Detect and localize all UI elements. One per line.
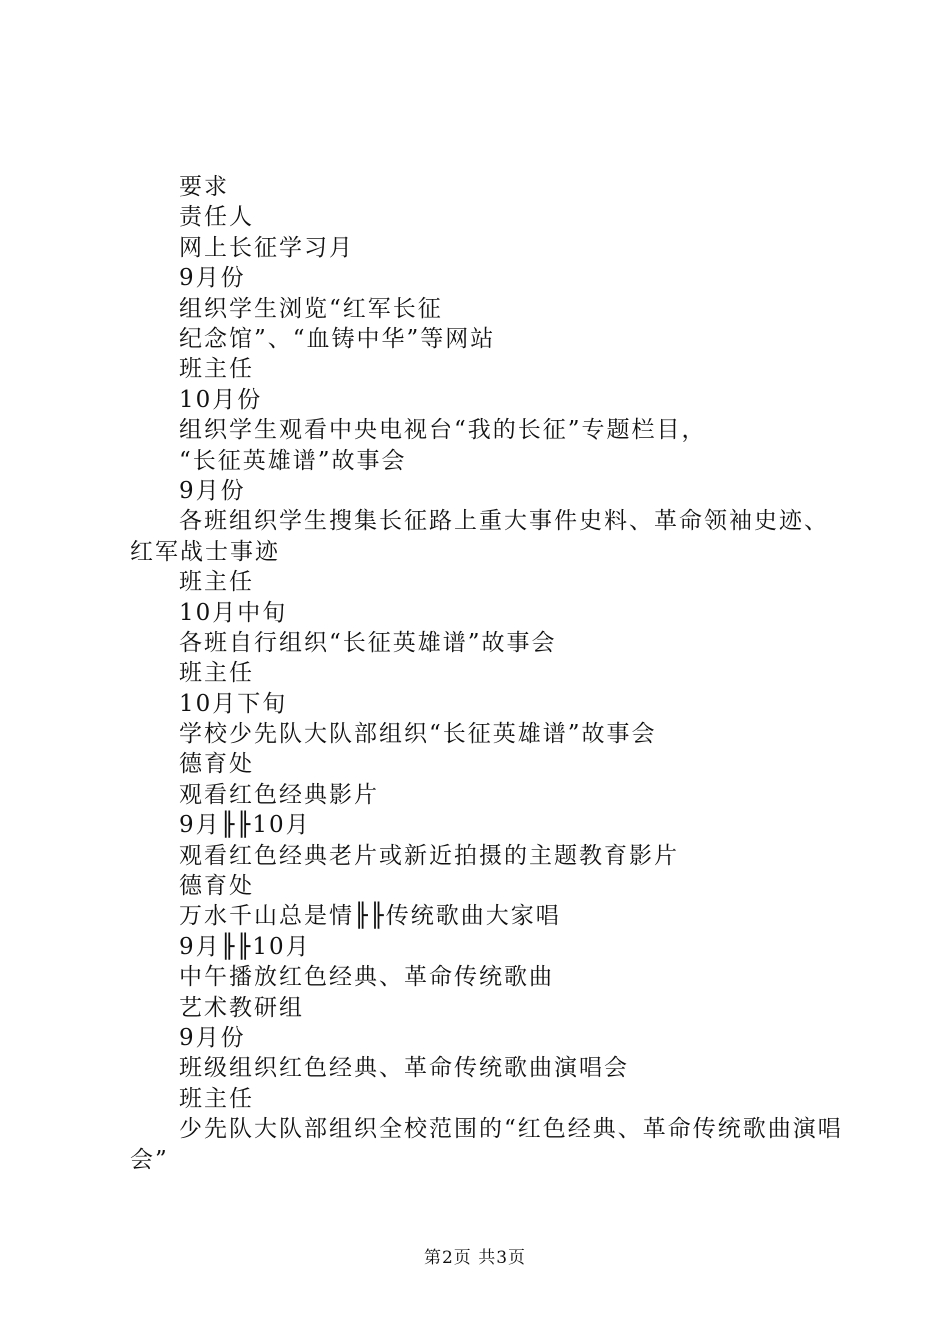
text-line: 各班自行组织“长征英雄谱”故事会: [179, 629, 557, 656]
text-line: 组织学生观看中央电视台“我的长征”专题栏目，: [179, 417, 707, 444]
text-line: 班主任: [179, 1085, 254, 1112]
text-line: 要求: [179, 174, 229, 200]
text-line: 10月中旬: [179, 599, 288, 626]
text-line: 德育处: [179, 751, 254, 778]
text-line: 班级组织红色经典、革命传统歌曲演唱会: [179, 1055, 629, 1082]
text-line: 组织学生浏览“红军长征: [179, 295, 443, 322]
page-number-label: 第2页 共3页: [423, 1248, 527, 1268]
text-line: 9月╟╟10月: [179, 812, 311, 839]
text-line: 10月下旬: [179, 690, 288, 717]
text-line: 德育处: [179, 873, 254, 900]
text-line: 9月╟╟10月: [179, 933, 311, 960]
text-line: 班主任: [179, 569, 254, 596]
text-line: 网上长征学习月: [179, 234, 354, 261]
text-paragraph: 各班组织学生搜集长征路上重大事件史料、革命领袖史迹、红军战士事迹: [130, 508, 829, 565]
page-footer: [0, 1243, 950, 1268]
text-line: 万水千山总是情╟╟传统歌曲大家唱: [179, 903, 561, 930]
text-line: 艺术教研组: [179, 994, 304, 1021]
text-line: 观看红色经典影片: [179, 781, 379, 808]
text-line: 9月份: [179, 1024, 246, 1051]
text-line: 班主任: [179, 356, 254, 383]
text-line: 纪念馆”、“血铸中华”等网站: [179, 325, 496, 352]
text-line: 观看红色经典老片或新近拍摄的主题教育影片: [179, 842, 679, 869]
text-line: 10月份: [179, 386, 263, 413]
document-body: [130, 172, 860, 1175]
text-line: 中午播放红色经典、革命传统歌曲: [179, 964, 554, 991]
text-line: 班主任: [179, 660, 254, 687]
text-line: 9月份: [179, 265, 246, 292]
text-line: “长征英雄谱”故事会: [179, 447, 407, 474]
text-line: 责任人: [179, 204, 254, 231]
text-line: 学校少先队大队部组织“长征英雄谱”故事会: [179, 721, 657, 748]
text-paragraph: 少先队大队部组织全校范围的“红色经典、革命传统歌曲演唱会”: [130, 1116, 843, 1173]
text-line: 9月份: [179, 477, 246, 504]
